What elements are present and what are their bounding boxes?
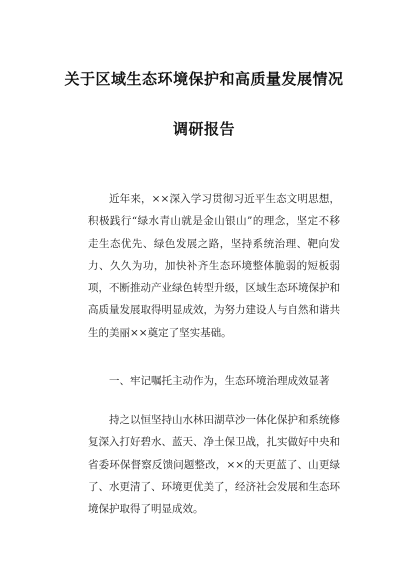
document-title-line-2: 调研报告 <box>172 120 235 138</box>
section-paragraph: 持之以恒坚持山水林田湖草沙一体化保护和系统修复深入打好碧水、蓝天、净土保卫战，扎实做好中央和省委环保督察反馈问题整改，××的天更蓝了、山更绿了、水更清了、环境更优美了，经济社会发展和生态环境保护取得了明显成效。 <box>88 414 340 516</box>
intro-paragraph: 近年来，××深入学习贯彻习近平生态文明思想，积极践行“绿水青山就是金山银山”的理念，坚定不移走生态优先、绿色发展之路，坚持系统治理、靶向发力、久久为功，加快补齐生态环境整体脆弱的短板弱项，不断推动产业绿色转型升级，区域生态环境保护和高质量发展取得明显成效，为努力建设人与自然和谐共生的美丽××奠定了坚实基础。 <box>88 193 340 339</box>
section-heading: 一、牢记嘱托主动作为，生态环境治理成效显著 <box>109 375 330 387</box>
document-title-line-1: 关于区域生态环境保护和高质量发展情况 <box>64 70 344 88</box>
